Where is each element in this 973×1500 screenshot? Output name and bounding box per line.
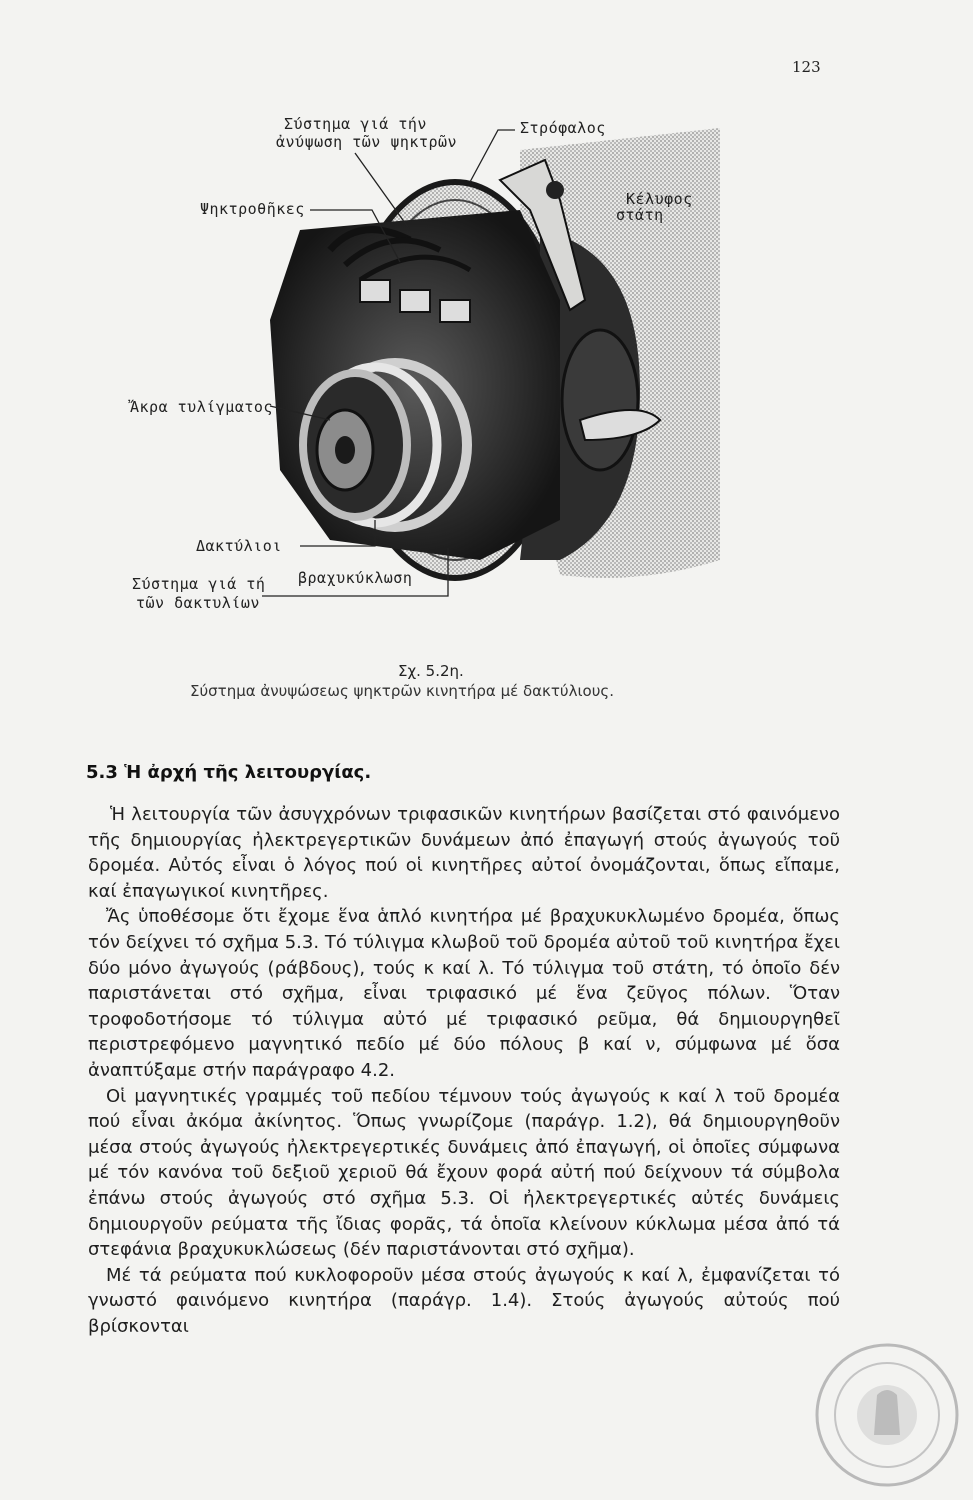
callout-stator-line1: Κέλυφος [626,190,693,208]
figure-number: Σχ. 5.2η. [398,662,464,680]
callout-brush-holders: Ψηκτροθῆκες [200,200,305,218]
figure-caption: Σύστημα ἀνυψώσεως ψηκτρῶν κινητήρα μέ δακτύλιους. [190,682,614,700]
section-heading: 5.3 Ἡ ἀρχή τῆς λειτουργίας. [86,762,372,783]
callout-stator-line2: στάτη [616,206,664,224]
callout-crank: Στρόφαλος [520,119,606,137]
paragraph: Ἡ λειτουργία τῶν ἀσυγχρόνων τριφασικῶν κινητήρων βασίζεται στό φαινόμενο τῆς δημιουργίας ἠλεκτρεγερτικῶν δυνάμεων ἀπό ἐπαγωγή στούς ἀγωγούς τοῦ δρομέα. Αὐτός εἶναι ὁ λόγος πού οἱ κινητῆρες αὐτοί ὀνομάζονται, ὅπως εἴπαμε, καί ἐπαγωγικοί κινητῆρες. [88,804,840,902]
callout-short-circuit-line2: βραχυκύκλωση [298,569,413,587]
paragraph: Ἄς ὑποθέσομε ὅτι ἔχομε ἕνα ἁπλό κινητήρα μέ βραχυκυκλωμένο δρομέα, ὅπως τόν δείχνει τό σχῆμα 5.3. Τό τύλιγμα κλωβοῦ τοῦ δρομέα αὐτοῦ τοῦ κινητήρα ἔχει δύο μόνο ἀγωγούς (ράβδους), τούς κ καί λ. Τό τύλιγμα τοῦ στάτη, τό ὁποῖο δέν παριστάνεται στό σχῆμα, εἶναι τριφασικό μέ ἕνα ζεῦγος πόλων. Ὅταν τροφοδοτήσομε τό τύλιγμα αὐτό μέ τριφασικό ρεῦμα, θά δημιουργηθεῖ περιστρεφόμενο μαγνητικό πεδίο μέ δύο πόλους β καί ν, σύμφωνα μέ ὅσα ἀναπτύξαμε στήν παράγραφο 4.2. [88,906,840,1081]
callout-short-circuit-line3: τῶν δακτυλίων [136,594,260,612]
callout-brush-lift-line1: Σύστημα γιά τήν [284,115,427,133]
body-text [88,802,840,1339]
page-number: 123 [792,58,821,76]
paragraph: Μέ τά ρεύματα πού κυκλοφοροῦν μέσα στούς ἀγωγούς κ καί λ, ἐμφανίζεται τό γνωστό φαινόμενο κινητήρα (παράγρ. 1.4). Στούς ἀγωγούς αὐτούς πού βρίσκονται [88,1264,840,1337]
callout-brush-lift-line2: ἀνύψωση τῶν ψηκτρῶν [276,133,458,151]
callout-slip-rings: Δακτύλιοι [196,537,282,555]
paragraph: Οἱ μαγνητικές γραμμές τοῦ πεδίου τέμνουν τούς ἀγωγούς κ καί λ τοῦ δρομέα πού εἶναι ἀκόμα ἀκίνητος. Ὅπως γνωρίζομε (παράγρ. 1.2), θά δημιουργηθοῦν μέσα στούς ἀγωγούς ἠλεκτρεγερτικές δυνάμεις ἀπό ἐπαγωγή, οἱ ὁποῖες σύμφωνα μέ τόν κανόνα τοῦ δεξιοῦ χεριοῦ θά ἔχουν φορά αὐτή πού δείχνουν τά σύμβολα ἐπάνω στούς ἀγωγούς στό σχῆμα 5.3. Οἱ ἠλεκτρεγερτικές αὐτές δυνάμεις δημιουργοῦν ρεύματα τῆς ἴδιας φορᾶς, τά ὁποῖα κλείνουν κύκλωμα μέσα ἀπό τά στεφάνια βραχυκυκλώσεως (δέν παριστάνονται στό σχῆμα). [88,1085,840,1261]
figure-5-2 [0,0,973,720]
callout-winding-ends: Ἄκρα τυλίγματος [130,398,273,416]
callout-short-circuit-line1: Σύστημα γιά τή [132,575,266,593]
library-stamp [812,1340,962,1490]
motor-illustration [0,0,973,720]
